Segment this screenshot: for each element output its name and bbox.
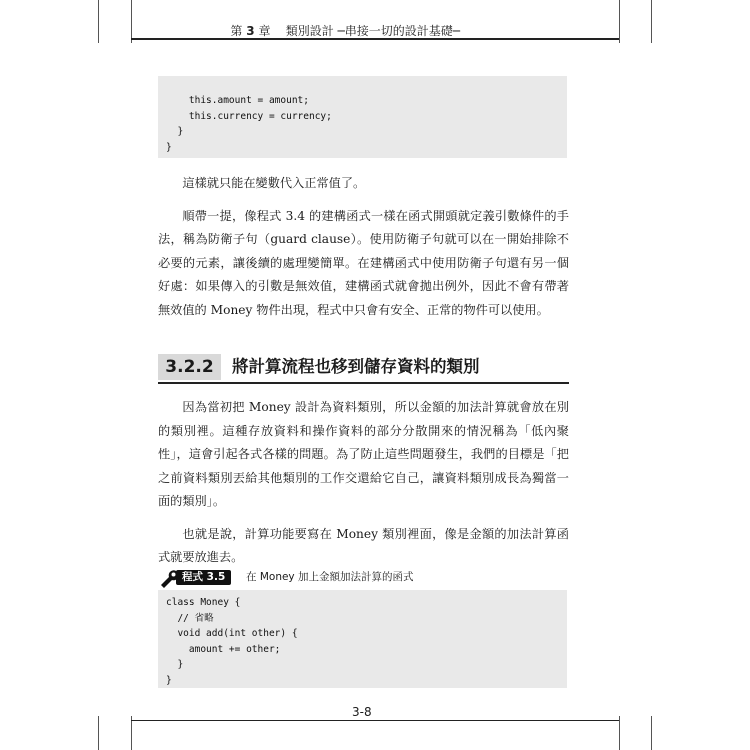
crop-mark [619, 716, 620, 750]
code-line: void add(int other) { [166, 628, 298, 639]
section-number: 3.2.2 [158, 354, 221, 380]
body-text-bottom [158, 396, 569, 570]
section-heading [158, 352, 569, 384]
header-rule [131, 38, 619, 40]
listing-label: 程式 3.5 [176, 570, 231, 585]
code-line: // 省略 [166, 612, 214, 624]
chapter-prefix: 第 [230, 24, 243, 38]
listing-caption [158, 567, 569, 589]
chapter-title: 類別設計 ─串接一切的設計基礎─ [285, 24, 460, 38]
paragraph: 這樣就只能在變數代入正常值了。 [182, 176, 366, 190]
code-block-top [158, 76, 567, 158]
chapter-number: 3 [246, 24, 255, 38]
crop-mark [619, 0, 620, 43]
section-title: 將計算流程也移到儲存資料的類別 [232, 357, 480, 376]
chapter-suffix: 章 [258, 24, 271, 38]
page-number: 3-8 [352, 705, 372, 719]
code-line: } [166, 126, 184, 137]
paragraph: 因為當初把 Money 設計為資料類別，所以金額的加法計算就會放在別的類別裡。這種存放資料和操作資料的部分分散開來的情況稱為「低內聚性」，這會引起各式各樣的問題。為了防止這些問題發生，我們的目標是「把之前資料類別丟給其他類別的工作交還給它自己，讓資料類別成長為獨當一面的類別」。 [158, 400, 569, 508]
code-line: } [166, 674, 172, 686]
chapter-label [230, 24, 274, 38]
crop-mark [131, 716, 132, 750]
listing-title: 在 Money 加上金額加法計算的函式 [246, 571, 414, 583]
code-line: } [166, 141, 172, 153]
running-header [230, 22, 460, 39]
crop-mark [98, 0, 99, 43]
crop-mark [98, 716, 99, 750]
crop-mark [651, 0, 652, 43]
code-line: amount += other; [166, 643, 281, 655]
code-line: this.currency = currency; [166, 110, 332, 122]
crop-mark [651, 716, 652, 750]
paragraph: 順帶一提，像程式 3.4 的建構函式一樣在函式開頭就定義引數條件的手法，稱為防衛子句（guard clause）。使用防衛子句就可以在一開始排除不必要的元素，讓後續的處理變簡單。在建構函式中使用防衛子句還有另一個好處：如果傳入的引數是無效值，建構函式就會拋出例外，因此不會有帶著無效值的 Money 物件出現，程式中只會有安全、正常的物件可以使用。 [158, 208, 569, 317]
crop-mark [131, 0, 132, 43]
code-line: class Money { [166, 597, 241, 608]
footer-rule [131, 720, 619, 721]
body-text-top [158, 172, 569, 322]
code-line: } [166, 659, 184, 670]
paragraph: 也就是說，計算功能要寫在 Money 類別裡面，像是金額的加法計算函式就要放進去。 [158, 526, 569, 564]
code-block-bottom [158, 590, 567, 688]
code-line: this.amount = amount; [166, 95, 309, 106]
